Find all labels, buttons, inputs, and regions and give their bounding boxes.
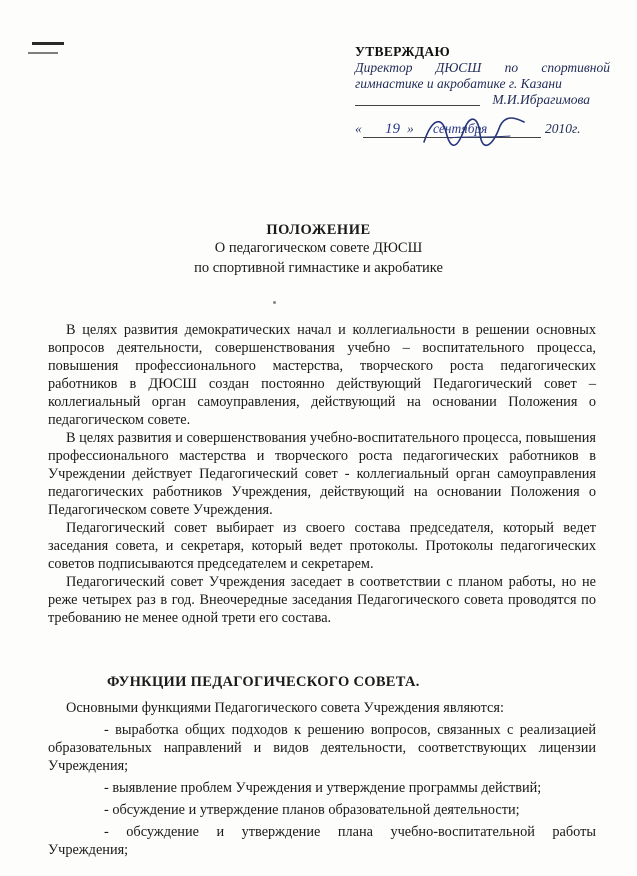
- date-close-quote: »: [407, 121, 414, 136]
- functions-intro: Основными функциями Педагогического совета Учреждения являются:: [66, 700, 504, 716]
- scan-dot: [273, 301, 276, 304]
- approval-title: УТВЕРЖДАЮ: [355, 44, 450, 59]
- date-day: 19: [385, 121, 400, 137]
- document-subtitle-2: по спортивной гимнастике и акробатике: [194, 260, 443, 276]
- document-subtitle: О педагогическом совете ДЮСШ: [214, 240, 423, 256]
- list-item: - выявление проблем Учреждения и утверждение программы действий;: [104, 780, 542, 796]
- date-open-quote: «: [355, 121, 362, 136]
- scan-mark: [32, 42, 64, 45]
- approval-position: Директор ДЮСШ по спортивной гимнастике и акробатике г. Казани: [355, 60, 610, 91]
- document-title: ПОЛОЖЕНИЕ: [266, 222, 371, 238]
- director-name: М.И.Ибрагимова: [492, 92, 590, 107]
- functions-list: [48, 699, 596, 863]
- list-item: - обсуждение и утверждение плана учебно-воспитательной работы Учреждения;: [48, 824, 596, 858]
- section-heading: ФУНКЦИИ ПЕДАГОГИЧЕСКОГО СОВЕТА.: [107, 674, 420, 690]
- handwritten-signature-icon: [420, 108, 530, 156]
- date-year: 2010г.: [545, 121, 581, 136]
- list-item: - выработка общих подходов к решению вопросов, связанных с реализацией образовательных направлений и видов деятельности, соответствующих лицензии Учреждения;: [48, 722, 596, 774]
- paragraph: Педагогический совет Учреждения заседает в соответствии с планом работы, но не реже четырех раз в год. Внеочередные заседания Педагогического совета проводятся по требованию не менее одной трети его состава.: [48, 574, 596, 626]
- paragraph: Педагогический совет выбирает из своего состава председателя, который ведет заседания совета, и секретаря, который ведет протоколы. Протоколы педагогических советов подписываются председателем и секретарем.: [48, 520, 596, 572]
- scan-mark: [28, 52, 58, 54]
- signature-line: [355, 92, 610, 109]
- paragraph: В целях развития демократических начал и коллегиальности в решении основных вопросов деятельности, совершенствования учебно – воспитательного процесса, повышения профессионального мастерства, творческого роста педагогических работников в ДЮСШ создан постоянно действующий Педагогический совет – коллегиальный орган самоуправления, действующий на основании Положения о педагогическом совете.: [48, 322, 596, 428]
- paragraph: В целях развития и совершенствования учебно-воспитательного процесса, повышения профессионального мастерства и творческого роста педагогических работников в Учреждении действует Педагогический совет - коллегиальный орган самоуправления педагогических работников Учреждения, действующий на основании Положения о Педагогическом совете Учреждения.: [48, 430, 596, 518]
- list-item: - обсуждение и утверждение планов образовательной деятельности;: [104, 802, 520, 818]
- signature-underline: [355, 105, 480, 106]
- date-month: сентября: [433, 121, 488, 136]
- document-body: [48, 321, 596, 627]
